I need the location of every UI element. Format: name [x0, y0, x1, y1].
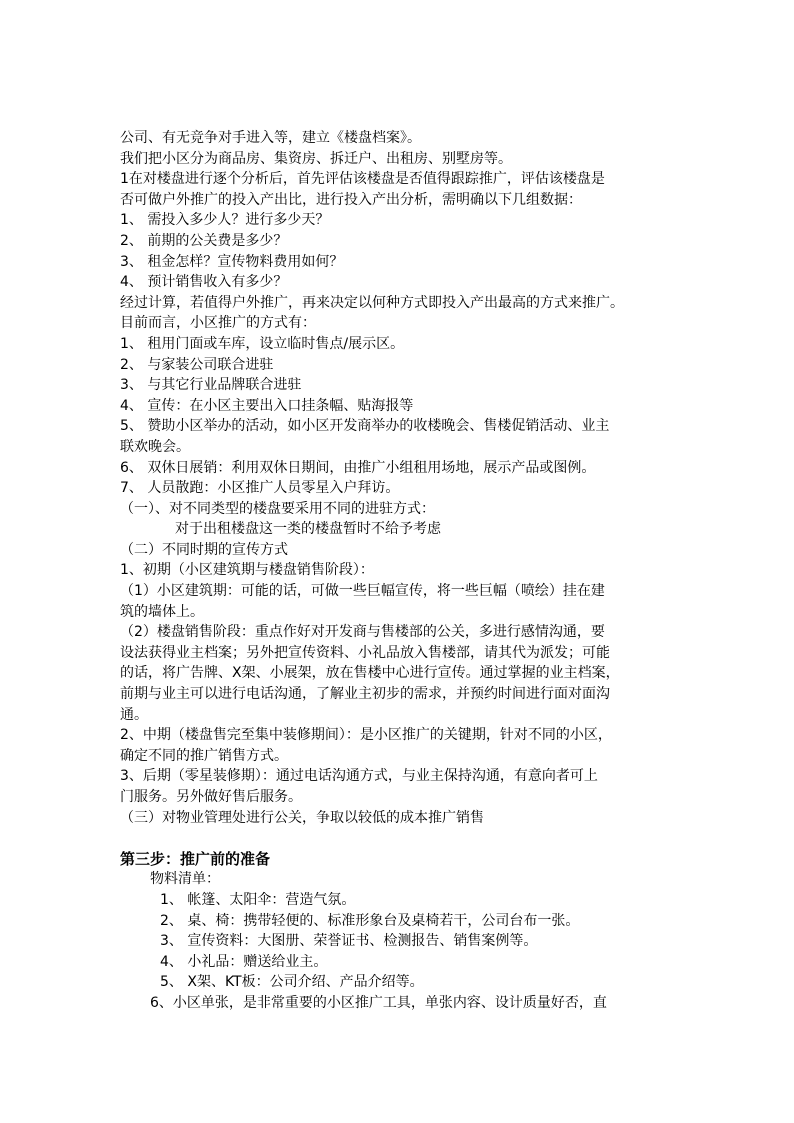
- paragraph: 的话，将广告牌、X架、小展架，放在售楼中心进行宣传。通过掌握的业主档案，: [120, 665, 620, 682]
- list-item: 2、 与家装公司联合进驻: [120, 356, 274, 373]
- list-item: 3、 宣传资料：大图册、荣誉证书、检测报告、销售案例等。: [160, 933, 538, 950]
- list-item: 5、 X架、KT板：公司介绍、产品介绍等。: [160, 974, 424, 991]
- paragraph: 对于出租楼盘这一类的楼盘暂时不给予考虑: [175, 521, 441, 538]
- list-item: 4、 小礼品：赠送给业主。: [160, 953, 328, 970]
- list-item: 联欢晚会。: [120, 438, 190, 455]
- list-item: 1、 租用门面或车库，设立临时售点/展示区。: [120, 335, 405, 352]
- list-item: 1、 帐篷、太阳伞：营造气氛。: [160, 891, 356, 908]
- document-body: [120, 128, 680, 1014]
- paragraph: 1在对楼盘进行逐个分析后，首先评估该楼盘是否值得跟踪推广，评估该楼盘是: [120, 171, 605, 188]
- paragraph: 经过计算，若值得户外推广，再来决定以何种方式即投入产出最高的方式来推广。: [120, 294, 624, 311]
- list-item: 5、 赞助小区举办的活动，如小区开发商举办的收楼晚会、售楼促销活动、业主: [120, 418, 610, 435]
- paragraph: 目前而言，小区推广的方式有：: [120, 315, 316, 332]
- list-item: 7、 人员散跑：小区推广人员零星入户拜访。: [120, 480, 400, 497]
- list-item: 2、 桌、椅：携带轻便的、标准形象台及桌椅若干，公司台布一张。: [160, 912, 580, 929]
- paragraph: （二）不同时期的宣传方式: [120, 541, 288, 558]
- paragraph: 筑的墙体上。: [120, 603, 204, 620]
- list-item: 3、 租金怎样？宣传物料费用如何？: [120, 253, 344, 270]
- paragraph: 3、后期（零星装修期）：通过电话沟通方式，与业主保持沟通，有意向者可上: [120, 768, 598, 785]
- materials-title: 物料清单：: [150, 871, 220, 888]
- paragraph: 否可做户外推广的投入产出比，进行投入产出分析，需明确以下几组数据：: [120, 191, 582, 208]
- paragraph: 1、初期（小区建筑期与楼盘销售阶段）：: [120, 562, 374, 579]
- paragraph: 6、小区单张，是非常重要的小区推广工具，单张内容、设计质量好否，直: [150, 994, 607, 1011]
- paragraph: （一）、对不同类型的楼盘要采用不同的进驻方式：: [120, 500, 435, 517]
- list-item: 4、 宣传：在小区主要出入口挂条幅、贴海报等: [120, 397, 414, 414]
- paragraph: 2、中期（楼盘售完至集中装修期间）：是小区推广的关键期，针对不同的小区，: [120, 727, 612, 744]
- paragraph: 确定不同的推广销售方式。: [120, 747, 288, 764]
- paragraph: 我们把小区分为商品房、集资房、拆迁户、出租房、别墅房等。: [120, 150, 512, 167]
- paragraph: 门服务。另外做好售后服务。: [120, 789, 302, 805]
- list-item: 2、 前期的公关费是多少？: [120, 232, 288, 249]
- paragraph: （1）小区建筑期：可能的话，可做一些巨幅宣传，将一些巨幅（喷绘）挂在建: [120, 583, 605, 600]
- paragraph: （三）对物业管理处进行公关，争取以较低的成本推广销售: [120, 809, 484, 826]
- section-heading: 第三步：推广前的准备: [120, 849, 271, 868]
- paragraph: （2）楼盘销售阶段：重点作好对开发商与售楼部的公关，多进行感情沟通，要: [120, 624, 605, 641]
- paragraph: 设法获得业主档案；另外把宣传资料、小礼品放入售楼部，请其代为派发；可能: [120, 644, 610, 661]
- list-item: 1、 需投入多少人？进行多少天？: [120, 212, 330, 229]
- list-item: 4、 预计销售收入有多少？: [120, 274, 288, 291]
- paragraph: 公司、有无竞争对手进入等，建立《楼盘档案》。: [120, 130, 421, 146]
- paragraph: 前期与业主可以进行电话沟通，了解业主初步的需求，并预约时间进行面对面沟: [120, 686, 610, 703]
- list-item: 3、 与其它行业品牌联合进驻: [120, 377, 302, 394]
- list-item: 6、 双休日展销：利用双休日期间，由推广小组租用场地，展示产品或图例。: [120, 459, 596, 476]
- paragraph: 通。: [120, 706, 148, 723]
